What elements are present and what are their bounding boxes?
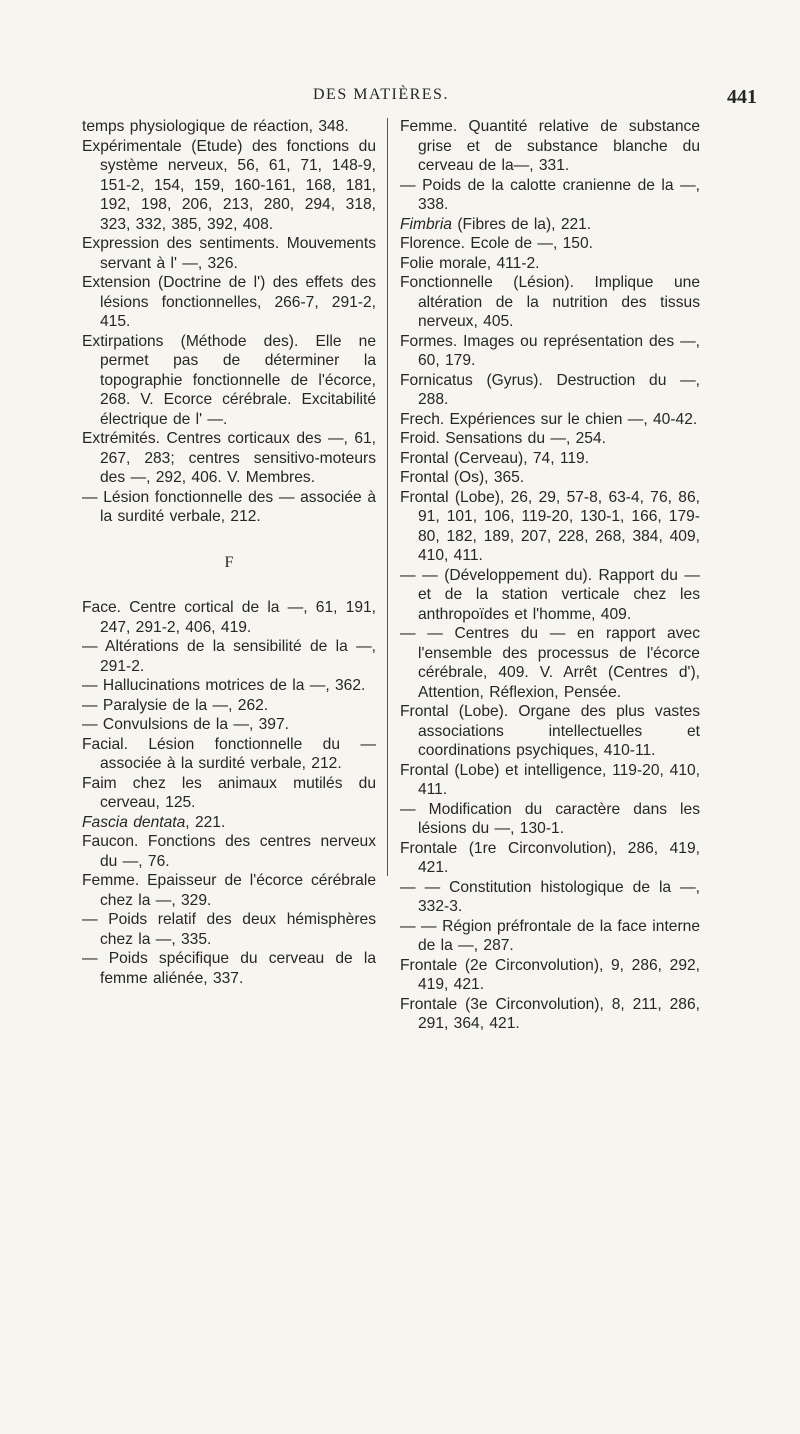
index-entry: — Paralysie de la —, 262.	[82, 696, 269, 714]
left-entries-f-b	[82, 832, 376, 988]
index-entry: Faim chez les animaux mutilés du cerveau, 125.	[82, 774, 376, 811]
index-entry: — Hallucinations motrices de la —, 362.	[82, 677, 366, 694]
index-entry: — Convulsions de la —, 397.	[82, 716, 289, 733]
index-entry: Florence. Ecole de —, 150.	[400, 235, 593, 252]
index-entry: Frontale (3e Circonvolution), 8, 211, 286, 291, 364, 421.	[400, 995, 700, 1032]
fimbria-ref: (Fibres de la), 221.	[451, 215, 592, 233]
index-entry: Extrémités. Centres corticaux des —, 61, 267, 283; centres sensitivo-moteurs des —, 292, 406. V. Membres.	[82, 430, 376, 486]
left-entries-top	[82, 117, 376, 527]
index-entry: — Modification du caractère dans les lésions du —, 130-1.	[400, 800, 700, 837]
index-entry: Expérimentale (Etude) des fonctions du système nerveux, 56, 61, 71, 148-9, 151-2, 154, 159, 160-161, 168, 181, 192, 198, 206, 213, 280, 294, 318, 323, 332, 385, 392, 408.	[82, 137, 376, 233]
index-entry: Frontal (Lobe) et intelligence, 119-20, 410, 411.	[400, 761, 700, 798]
index-entry: Face. Centre cortical de la —, 61, 191, 247, 291-2, 406, 419.	[82, 599, 376, 636]
index-entry: Facial. Lésion fonctionnelle du — associée à la surdité verbale, 212.	[82, 735, 376, 772]
index-entry: Fornicatus (Gyrus). Destruction du —, 288.	[400, 371, 700, 408]
index-entry: Frontale (2e Circonvolution), 9, 286, 292, 419, 421.	[400, 956, 700, 993]
index-entry: Frontal (Lobe). Organe des plus vastes associations intellectuelles et coordinations psychiques, 410-11.	[400, 703, 700, 759]
index-entry-fimbria	[400, 215, 700, 235]
running-head	[0, 86, 800, 110]
index-entry: — Poids relatif des deux hémisphères chez la —, 335.	[82, 911, 376, 948]
column-rule	[387, 118, 388, 876]
running-title: DES MATIÈRES.	[313, 86, 449, 103]
index-entry: — — Constitution histologique de la —, 332-3.	[400, 878, 700, 915]
index-entry: Frech. Expériences sur le chien —, 40-42.	[400, 410, 698, 428]
index-entry: Frontal (Os), 365.	[400, 469, 525, 486]
letter-heading-f: F	[224, 553, 234, 571]
index-entry: Faucon. Fonctions des centres nerveux du —, 76.	[82, 833, 376, 870]
index-entry: Femme. Epaisseur de l'écorce cérébrale chez la —, 329.	[82, 872, 376, 909]
left-column	[82, 117, 376, 988]
index-entry: — — Région préfrontale de la face interne de la —, 287.	[400, 917, 700, 954]
index-entry: Frontal (Cerveau), 74, 119.	[400, 449, 590, 467]
fascia-dentata-ref: , 221.	[185, 813, 226, 831]
page-number: 441	[727, 86, 757, 108]
index-entry: — Poids de la calotte cranienne de la —, 338.	[400, 176, 700, 213]
index-entry-fascia-dentata	[82, 813, 376, 833]
index-entry: — Lésion fonctionnelle des — associée à la surdité verbale, 212.	[82, 488, 376, 525]
index-entry: Folie morale, 411-2.	[400, 254, 540, 272]
index-entry: — Altérations de la sensibilité de la —, 291-2.	[82, 638, 376, 675]
index-entry: — — Centres du — en rapport avec l'ensemble des processus de l'écorce cérébrale, 409. V. Arrêt (Centres d'), Attention, Réflexion, Pensée.	[400, 625, 700, 701]
index-entry: Frontale (1re Circonvolution), 286, 419, 421.	[400, 839, 700, 876]
fimbria-term: Fimbria	[400, 215, 452, 233]
index-entry: Fonctionnelle (Lésion). Implique une altération de la nutrition des tissus nerveux, 405.	[400, 274, 700, 330]
index-entry: Femme. Quantité relative de substance grise et de substance blanche du cerveau de la—, 331.	[400, 118, 700, 174]
index-entry: temps physiologique de réaction, 348.	[82, 118, 349, 135]
index-entry: Extension (Doctrine de l') des effets des lésions fonctionnelles, 266-7, 291-2, 415.	[82, 274, 376, 330]
index-entry: Extirpations (Méthode des). Elle ne permet pas de déterminer la topographie fonctionnelle de l'écorce, 268. V. Ecorce cérébrale. Excitabilité électrique de l' —.	[82, 332, 376, 428]
index-entry: — — (Développement du). Rapport du — et de la station verticale chez les anthropoïdes et l'homme, 409.	[400, 566, 700, 623]
fascia-dentata-term: Fascia dentata	[82, 813, 186, 831]
right-entries-a	[400, 117, 700, 215]
left-entries-f-a	[82, 598, 376, 813]
index-entry: Expression des sentiments. Mouvements servant à l' —, 326.	[82, 235, 376, 272]
index-entry: Frontal (Lobe), 26, 29, 57-8, 63-4, 76, 86, 91, 101, 106, 119-20, 130-1, 166, 179-80, 182, 189, 207, 228, 268, 384, 409, 410, 411.	[400, 488, 700, 564]
right-entries-b	[400, 234, 700, 1034]
index-entry: — Poids spécifique du cerveau de la femme aliénée, 337.	[82, 950, 376, 987]
index-entry: Formes. Images ou représentation des —, 60, 179.	[400, 332, 700, 369]
index-entry: Froid. Sensations du —, 254.	[400, 430, 606, 447]
right-column	[400, 117, 700, 1034]
